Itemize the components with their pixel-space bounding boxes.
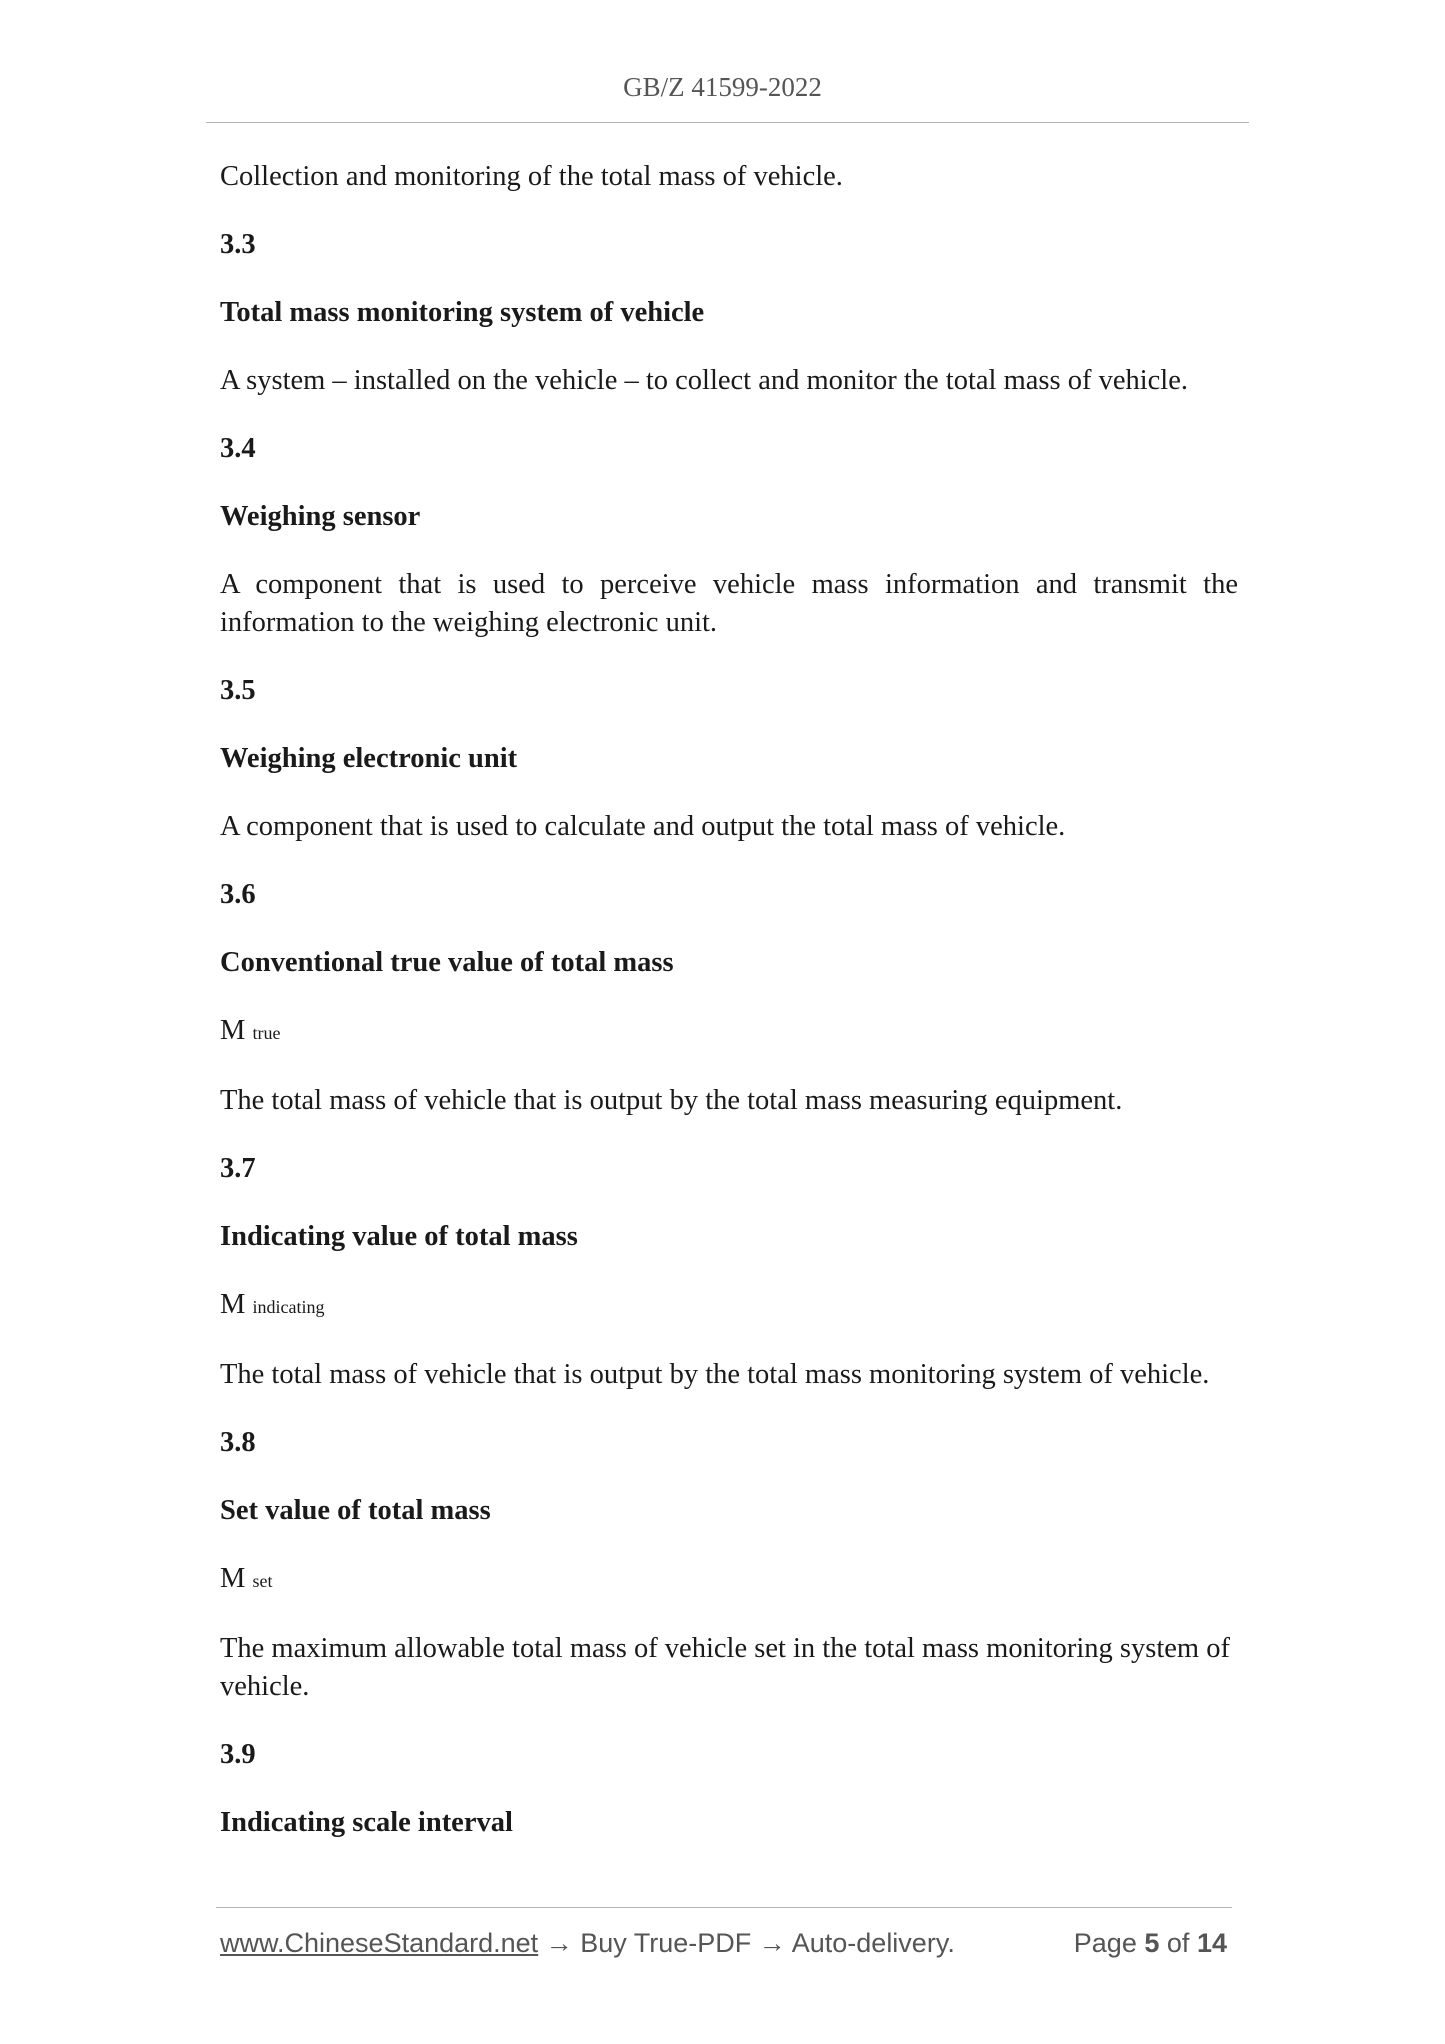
page-label: Page bbox=[1073, 1928, 1137, 1958]
website-link[interactable]: www.ChineseStandard.net bbox=[220, 1928, 539, 1958]
symbol-base: M bbox=[220, 1015, 246, 1046]
page-of: of bbox=[1166, 1928, 1190, 1958]
definition-3-8: The maximum allowable total mass of vehicle set in the total mass monitoring system of vehicle. bbox=[220, 1633, 1230, 1702]
symbol-subscript: true bbox=[252, 1023, 281, 1043]
symbol-subscript: indicating bbox=[252, 1297, 325, 1317]
definition-3-7: The total mass of vehicle that is output by the total mass monitoring system of vehicle. bbox=[220, 1359, 1210, 1390]
definition-3-6: The total mass of vehicle that is output by the total mass measuring equipment. bbox=[220, 1085, 1123, 1116]
symbol-base: M bbox=[220, 1289, 246, 1320]
clause-number-3-9: 3.9 bbox=[220, 1739, 256, 1770]
term-3-9: Indicating scale interval bbox=[220, 1807, 513, 1838]
header-divider bbox=[206, 122, 1249, 123]
symbol-subscript: set bbox=[252, 1571, 273, 1591]
document-body bbox=[220, 158, 1238, 1842]
clause-number-3-8: 3.8 bbox=[220, 1427, 256, 1458]
clause-number-3-6: 3.6 bbox=[220, 879, 256, 910]
page-footer bbox=[220, 1928, 1232, 1968]
term-3-7: Indicating value of total mass bbox=[220, 1221, 578, 1252]
page-current: 5 bbox=[1144, 1928, 1160, 1958]
footer-promo bbox=[220, 1928, 955, 1959]
definition-3-3: A system – installed on the vehicle – to collect and monitor the total mass of vehicle. bbox=[220, 365, 1188, 396]
page-total: 14 bbox=[1196, 1928, 1227, 1958]
clause-number-3-5: 3.5 bbox=[220, 675, 256, 706]
footer-divider bbox=[216, 1907, 1232, 1908]
clause-number-3-4: 3.4 bbox=[220, 433, 256, 464]
term-3-5: Weighing electronic unit bbox=[220, 743, 518, 774]
definition-3-5: A component that is used to calculate and output the total mass of vehicle. bbox=[220, 811, 1066, 842]
promo-text: → Buy True-PDF → Auto-delivery. bbox=[538, 1928, 955, 1958]
symbol-3-8 bbox=[220, 1560, 1238, 1600]
term-3-6: Conventional true value of total mass bbox=[220, 947, 674, 978]
symbol-3-7 bbox=[220, 1286, 1238, 1326]
intro-definition: Collection and monitoring of the total mass of vehicle. bbox=[220, 161, 843, 192]
symbol-base: M bbox=[220, 1563, 246, 1594]
clause-number-3-3: 3.3 bbox=[220, 229, 256, 260]
term-3-3: Total mass monitoring system of vehicle bbox=[220, 297, 705, 328]
page-indicator bbox=[1074, 1928, 1227, 1959]
document-number-header: GB/Z 41599-2022 bbox=[623, 72, 822, 102]
clause-number-3-7: 3.7 bbox=[220, 1153, 256, 1184]
term-3-4: Weighing sensor bbox=[220, 501, 421, 532]
symbol-3-6 bbox=[220, 1012, 1238, 1052]
term-3-8: Set value of total mass bbox=[220, 1495, 491, 1526]
definition-3-4: A component that is used to perceive vehicle mass information and transmit the information to the weighing electronic unit. bbox=[220, 569, 1238, 638]
